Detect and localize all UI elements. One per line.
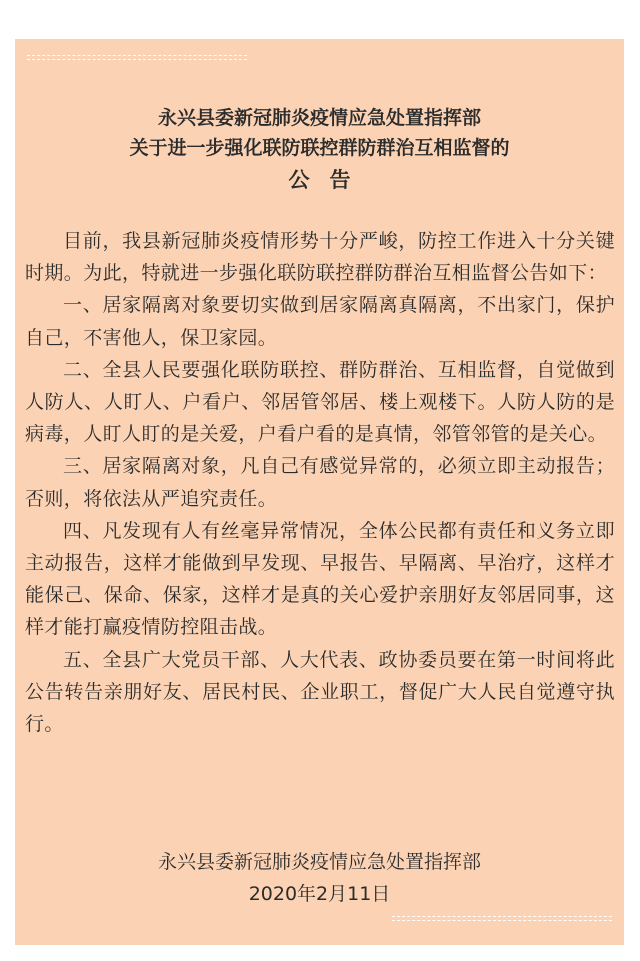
paragraph-item-3: 三、居家隔离对象，凡自己有感觉异常的，必须立即主动报告；否则，将依法从严追究责任。: [25, 455, 615, 510]
announcement-body: [25, 225, 615, 740]
paragraph-item-1: 一、居家隔离对象要切实做到居家隔离真隔离，不出家门，保护自己，不害他人，保卫家园。: [25, 294, 615, 349]
subject-title: 关于进一步强化联防联控群防群治互相监督的: [129, 137, 510, 159]
signature-date: 2020年2月11日: [248, 883, 391, 905]
announcement-heading: 公告: [288, 168, 371, 192]
decorative-dotted-line-bottom: [392, 916, 612, 921]
paragraph-item-4: 四、凡发现有人有丝毫异常情况，全体公民都有责任和义务立即主动报告，这样才能做到早发现、早报告、早隔离、早治疗，这样才能保己、保命、保家，这样才是真的关心爱护亲朋好友邻居同事，这样才能打赢疫情防控阻击战。: [25, 519, 615, 639]
signature-issuer: 永兴县委新冠肺炎疫情应急处置指挥部: [157, 851, 481, 873]
issuer-title: 永兴县委新冠肺炎疫情应急处置指挥部: [157, 107, 481, 129]
decorative-dotted-line-top: [27, 55, 247, 60]
paragraph-item-5: 五、全县广大党员干部、人大代表、政协委员要在第一时间将此公告转告亲朋好友、居民村民、企业职工，督促广大人民自觉遵守执行。: [25, 648, 615, 736]
announcement-card: [15, 39, 624, 945]
paragraph-item-2: 二、全县人民要强化联防联控、群防群治、互相监督，自觉做到人防人、人盯人、户看户、邻居管邻居、楼上观楼下。人防人防的是病毒，人盯人盯的是关爱，户看户看的是真情，邻管邻管的是关心。: [25, 358, 615, 446]
paragraph-intro: 目前，我县新冠肺炎疫情形势十分严峻，防控工作进入十分关键时期。为此，特就进一步强化联防联控群防群治互相监督公告如下：: [25, 230, 615, 285]
